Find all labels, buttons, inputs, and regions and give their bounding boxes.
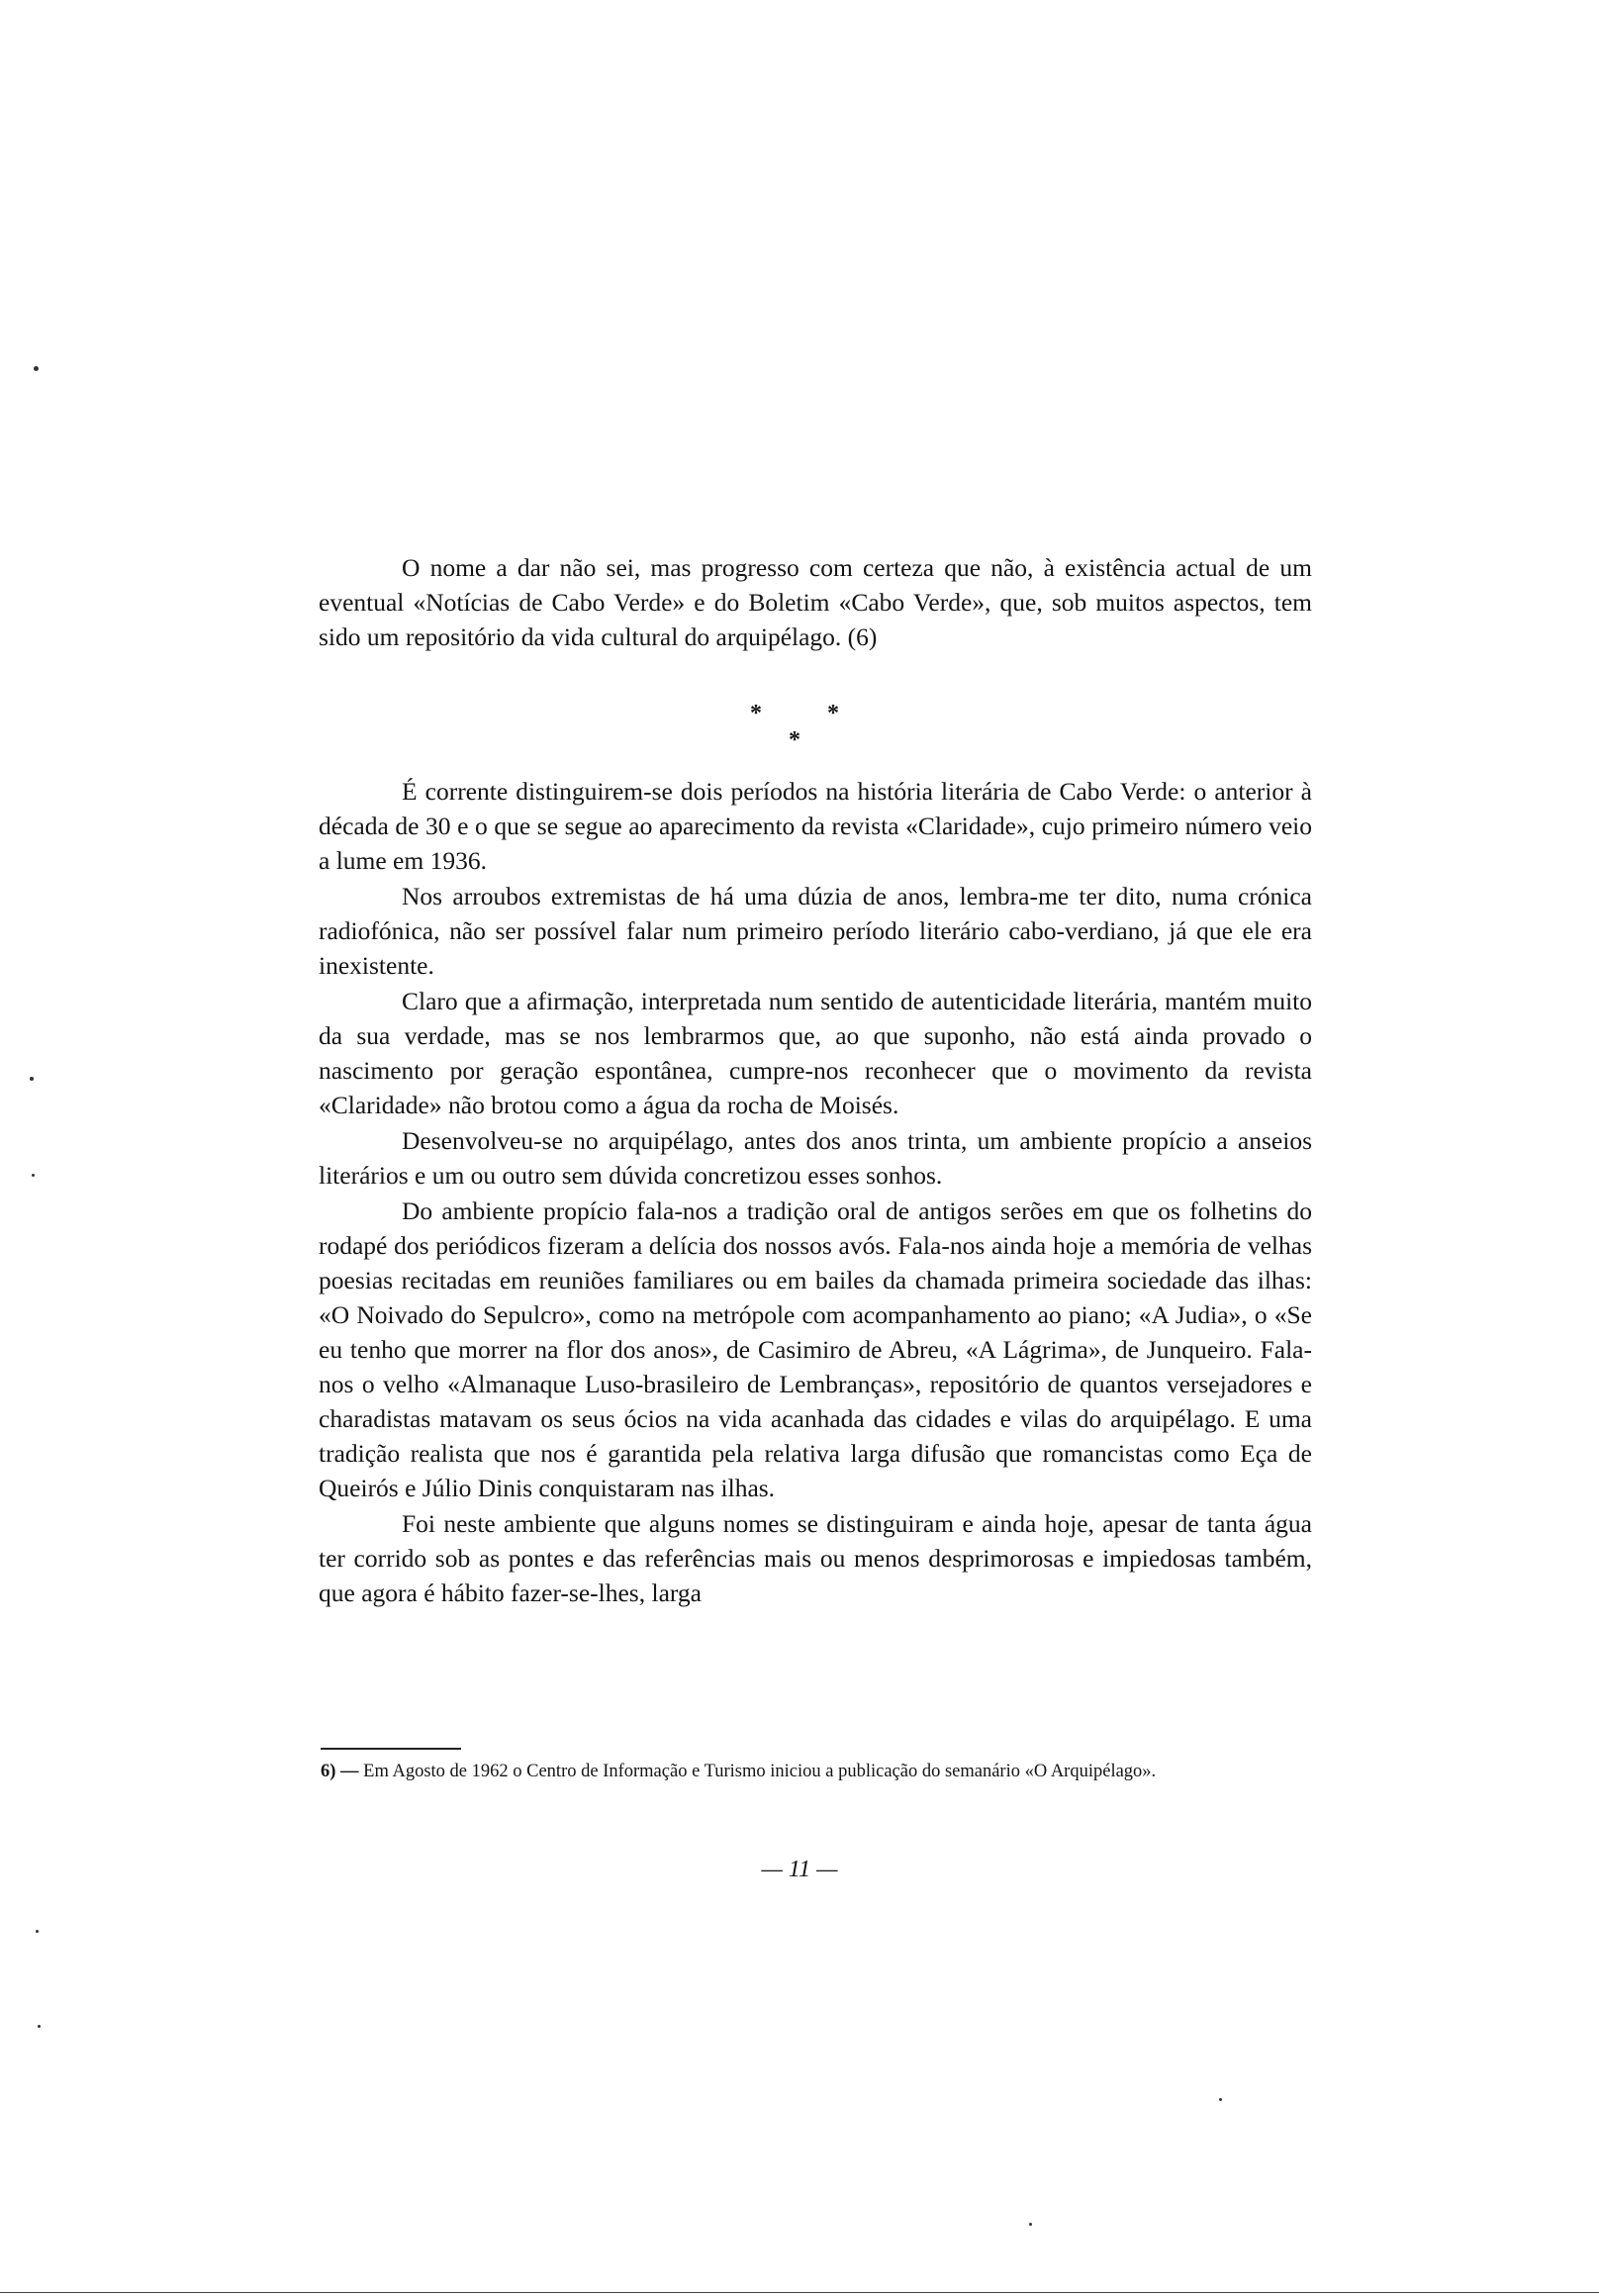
footnote-marker: 6) —	[321, 1762, 359, 1781]
body-text	[319, 774, 1312, 1610]
page-number: — 11 —	[761, 1857, 838, 1882]
scan-speck	[30, 1077, 34, 1081]
paragraph: Foi neste ambiente que alguns nomes se distinguiram e ainda hoje, apesar de tanta água ter corrido sob as pontes e das referências mais ou menos desprimorosas e impiedosas também, que agora é hábito fazer-se-lhes, larga	[319, 1509, 1312, 1607]
scan-speck	[36, 1930, 39, 1933]
paragraph: Claro que a afirmação, interpretada num sentido de autenticidade literária, mantém muito da sua verdade, mas se nos lembrarmos que, ao que suponho, não está ainda provado o nascimento por geração espontânea, cumpre-nos reconhecer que o movimento da revista «Claridade» não brotou como a água da rocha de Moisés.	[319, 987, 1312, 1119]
scan-speck	[1029, 2223, 1032, 2226]
footnote-text: Em Agosto de 1962 o Centro de Informação e Turismo iniciou a publicação do semanário «O Arquipélago».	[363, 1762, 1157, 1781]
scan-speck	[32, 1174, 35, 1177]
paragraph: Nos arroubos extremistas de há uma dúzia de anos, lembra-me ter dito, numa crónica radiofónica, não ser possível falar num primeiro período literário cabo-verdiano, já que ele era inexistente.	[319, 882, 1312, 980]
intro-paragraph: O nome a dar não sei, mas progresso com certeza que não, à existência actual de um eventual «Notícias de Cabo Verde» e do Boletim «Cabo Verde», que, sob muitos aspectos, tem sido um repositório da vida cultural do arquipélago. (6)	[319, 553, 1312, 651]
paragraph: Desenvolveu-se no arquipélago, antes dos anos trinta, um ambiente propício a anseios literários e um ou outro sem dúvida concretizou esses sonhos.	[319, 1126, 1312, 1190]
section-separator: * * *	[750, 701, 869, 753]
paragraph: Do ambiente propício fala-nos a tradição oral de antigos serões em que os folhetins do rodapé dos periódicos fizeram a delícia dos nossos avós. Fala-nos ainda hoje a memória de velhas poesias recitadas em reuniões familiares ou em bailes da chamada primeira sociedade das ilhas: «O Noivado do Sepulcro», como na metrópole com acompanhamento ao piano; «A Judia», o «Se eu tenho que morrer na flor dos anos», de Casimiro de Abreu, «A Lágrima», de Junqueiro. Fala-nos o velho «Almanaque Luso-brasileiro de Lembranças», repositório de quantos versejadores e charadistas matavam os seus ócios na vida acanhada das cidades e vilas do arquipélago. E uma tradição realista que nos é garantida pela relativa larga difusão que romancistas como Eça de Queirós e Júlio Dinis conquistaram nas ilhas.	[319, 1196, 1312, 1502]
scan-speck	[34, 366, 39, 371]
scan-edge-line	[0, 2292, 1599, 2293]
footnote-divider	[321, 1748, 461, 1750]
intro-paragraph-block	[319, 550, 1312, 654]
paragraph: É corrente distinguirem-se dois períodos na história literária de Cabo Verde: o anterior à década de 30 e o que se segue ao aparecimento da revista «Claridade», cujo primeiro número veio a lume em 1936.	[319, 777, 1312, 875]
footnote	[321, 1758, 1310, 1785]
scan-speck	[38, 2025, 41, 2028]
scan-speck	[1219, 2098, 1222, 2101]
